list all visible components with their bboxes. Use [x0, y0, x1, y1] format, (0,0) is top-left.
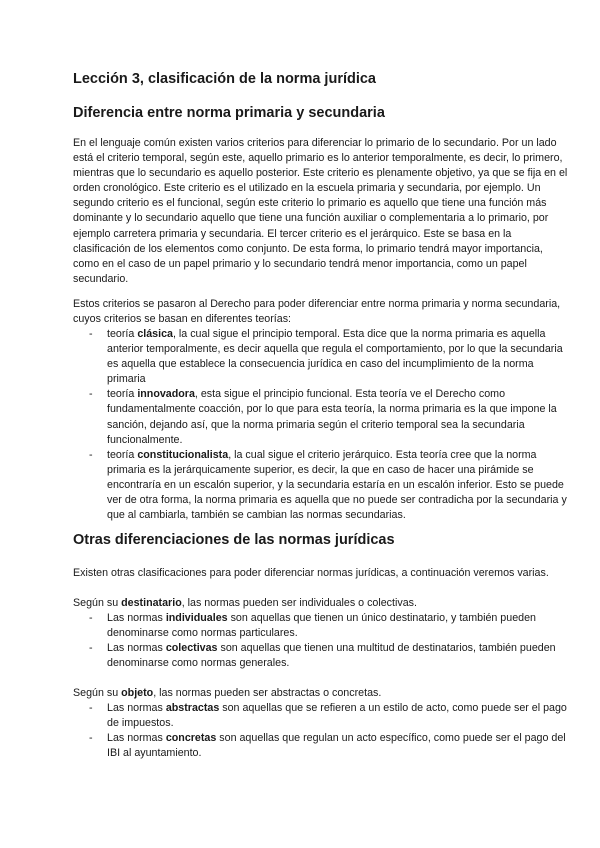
list-item-text: son aquellas que regulan un acto específico, como puede ser el pago del IBI al ayuntamiento.	[107, 732, 566, 760]
list-item-text: Las normas	[107, 702, 166, 714]
teorias-list	[73, 327, 571, 523]
paragraph-text: Según su	[73, 597, 122, 609]
paragraph-text: , las normas pueden ser individuales o colectivas.	[181, 597, 417, 609]
section-heading-primaria-secundaria: Diferencia entre norma primaria y secundaria	[73, 105, 385, 121]
objeto-list	[73, 701, 571, 761]
paragraph-objeto	[73, 686, 571, 701]
paragraph-criterios: En el lenguaje común existen varios criterios para diferenciar lo primario de lo secundario. Por un lado está el criterio temporal, según este, aquello primario es lo anterior temporalmente, es decir, lo primero, mientras que lo secundario es aquello posterior. Este criterio es plenamente objetivo, ya que se fija en el orden cronológico. Este criterio es el utilizado en la escuela primaria y secundaria, por ejemplo. Un segundo criterio es el funcional, según este criterio lo primario es aquello que tiene una función más dominante y lo secundario aquello que tiene una función auxiliar o complementaria a lo primario, por ejemplo carretera primaria y secundaria. El tercer criterio es el jerárquico. Este se basa en la clasificación de los elementos como conjunto. De esta forma, lo primario tendrá mayor importancia, como en el caso de un papel primario y lo secundario tendrá menor importancia, como un papel secundario.	[73, 137, 568, 285]
list-item-text: Las normas	[107, 732, 166, 745]
list-item-text: Las normas	[107, 642, 166, 655]
bullet-dash: -	[89, 448, 93, 461]
paragraph-text: , las normas pueden ser abstractas o concretas.	[153, 687, 382, 699]
bullet-dash: -	[89, 388, 93, 401]
list-item-text: son aquellas que tienen una multitud de destinatarios, también pueden denominarse como normas generales.	[107, 642, 556, 670]
list-item-text: Las normas	[107, 612, 166, 624]
list-item-text: teoría	[107, 388, 138, 401]
list-item-abstractas	[73, 701, 571, 731]
bold-term: objeto	[121, 687, 154, 699]
list-item-individuales	[73, 611, 571, 641]
list-item-text: , la cual sigue el criterio jerárquico. Esta teoría cree que la norma primaria es la jerárquicamente superior, es decir, la que en caso de hacer una pirámide se encontraría en un escalón superior, y la secundaria estaría en un escalón inferior. Esto se puede ver de otra forma, la norma primaria es aquella que no puede ser contradicha por la secundaria y que al cambiarla, también se cambian las normas secundarias.	[107, 448, 567, 522]
list-item-text: son aquellas que se refieren a un estilo de acto, como puede ser el pago de impuestos.	[107, 702, 567, 730]
bullet-dash: -	[89, 612, 93, 624]
bullet-dash: -	[89, 328, 93, 340]
section-heading-otras-diferenciaciones: Otras diferenciaciones de las normas jurídicas	[73, 532, 395, 548]
document-title: Lección 3, clasificación de la norma jurídica	[73, 71, 376, 87]
list-item-teoria-constitucionalista	[73, 448, 571, 523]
bold-term: innovadora	[137, 388, 195, 401]
list-item-text: son aquellas que tienen un único destinatario, y también pueden denominarse como normas particulares.	[107, 612, 536, 640]
bold-term: constitucionalista	[137, 448, 229, 461]
list-item-teoria-clasica	[73, 327, 571, 387]
list-item-text: , esta sigue el principio funcional. Esta teoría ve el Derecho como fundamentalmente coacción, por lo que para esta teoría, la norma primaria es la que impone la sanción, dejando así, que la norma primaria según el criterio temporal sea la secundaria funcionalmente.	[107, 388, 557, 446]
list-item-teoria-innovadora	[73, 387, 571, 447]
bullet-dash: -	[89, 732, 93, 745]
list-item-concretas	[73, 731, 571, 761]
list-item-text: teoría	[107, 328, 138, 340]
bullet-dash: -	[89, 702, 93, 714]
list-item-colectivas	[73, 641, 571, 671]
bold-term: abstractas	[165, 702, 220, 714]
paragraph-otras-intro: Existen otras clasificaciones para poder diferenciar normas jurídicas, a continuación veremos varias.	[73, 567, 549, 579]
bold-term: concretas	[165, 732, 217, 745]
list-item-text: , la cual sigue el principio temporal. Esta dice que la norma primaria es aquella anterior temporalmente, es decir aquella que regula el comportamiento, por lo que la secundaria es aquella que establece la consecuencia jurídica en caso del incumplimiento de la norma primaria	[107, 328, 563, 386]
paragraph-text: Según su	[73, 687, 122, 699]
bold-term: clásica	[137, 328, 173, 340]
paragraph-teorias-intro: Estos criterios se pasaron al Derecho para poder diferenciar entre norma primaria y norma secundaria, cuyos criterios se basan en diferentes teorías:	[73, 298, 561, 326]
list-item-text: teoría	[107, 448, 138, 461]
paragraph-destinatario	[73, 596, 571, 611]
bullet-dash: -	[89, 642, 93, 655]
bold-term: individuales	[165, 612, 228, 624]
bold-term: colectivas	[165, 642, 218, 655]
bold-term: destinatario	[121, 597, 182, 609]
destinatario-list	[73, 611, 571, 671]
